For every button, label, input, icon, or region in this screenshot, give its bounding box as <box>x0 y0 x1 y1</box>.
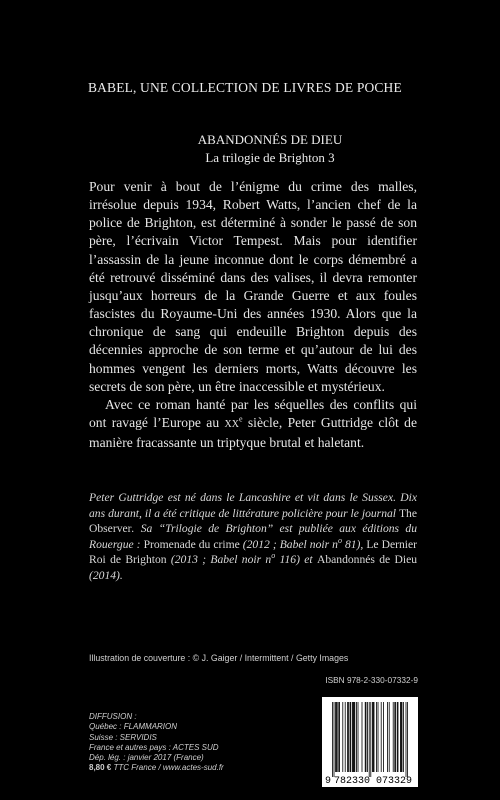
barcode-right-digits: 073329 <box>376 776 412 787</box>
distribution-suisse: Suisse : SERVIDIS <box>89 732 157 742</box>
barcode-bar <box>394 702 395 772</box>
barcode-bar <box>401 702 402 772</box>
price-details: TTC France / www.actes-sud.fr <box>111 763 224 773</box>
barcode-bar <box>367 702 368 772</box>
barcode-bar <box>352 702 353 772</box>
barcode-bar <box>378 702 379 772</box>
ean-barcode <box>322 697 418 787</box>
barcode-bar <box>381 702 382 772</box>
barcode-bar <box>353 702 354 772</box>
barcode-bar <box>374 702 375 772</box>
barcode-bar <box>387 702 388 772</box>
synopsis <box>89 178 417 452</box>
barcode-bar <box>365 702 366 772</box>
author-bio <box>89 490 417 584</box>
distribution-heading: DIFFUSION : <box>89 712 137 721</box>
price: 8,80 € <box>89 763 112 773</box>
synopsis-paragraph-2 <box>89 396 417 452</box>
barcode-bar <box>354 702 355 772</box>
barcode-bar <box>345 702 346 772</box>
barcode-left-digits: 782330 <box>334 776 370 787</box>
barcode-bar <box>402 702 403 772</box>
barcode-bar <box>356 702 357 772</box>
barcode-bar <box>376 702 377 772</box>
barcode-bar <box>373 702 374 772</box>
distribution-quebec: Québec : FLAMMARION <box>89 722 178 732</box>
barcode-first-digit: 9 <box>325 776 332 787</box>
barcode-bar <box>338 702 339 772</box>
legal-deposit: Dép. lég. : janvier 2017 (France) <box>89 753 204 763</box>
barcode-bar <box>347 702 348 772</box>
century-numeral: XX <box>224 419 239 431</box>
barcode-bar <box>393 702 394 772</box>
distribution-france: France et autres pays : ACTES SUD <box>89 742 219 752</box>
barcode-bar <box>370 702 371 777</box>
barcode-bar <box>342 702 343 772</box>
barcode-bar <box>337 702 338 772</box>
barcode-graphic <box>322 697 418 787</box>
barcode-bar <box>348 702 349 772</box>
barcode-bar <box>350 702 351 772</box>
barcode-bar <box>400 702 401 772</box>
barcode-bar <box>339 702 340 772</box>
synopsis-p2-end: siècle, Peter Guttridge clôt de manière fracassante un triptyque brutal et haletant. <box>89 415 417 451</box>
barcode-bar <box>366 702 367 772</box>
synopsis-p2-start: Avec ce roman hanté par les séquelles des conflits qui ont ravagé l’Europe au <box>89 396 417 431</box>
barcode-bar <box>369 702 370 777</box>
isbn-number: ISBN 978-2-330-07332-9 <box>325 675 418 685</box>
synopsis-paragraph-1: Pour venir à bout de l’énigme du crime des malles, irrésolue depuis 1934, Robert Watts, l’ancien chef de la police de Brighton, est déterminé à sonder le passé de son père, l’écrivain Victor Tempest. Mais pour identifier l’assassin de la jeune inconnue dont le corps démembré a été retrouvé disséminé dans des valises, il devra remonter jusqu’aux horreurs de la Grande Guerre et aux foules fascistes du Royaume-Uni des années 1930. Alors que la chronique de sang qui endeuille Brighton depuis des décennies approche de son terme et qu’autour de lui des hommes vengent les derniers morts, Watts découvre les secrets de son père, un être inaccessible et mystérieux. <box>89 179 417 394</box>
barcode-bar <box>334 702 335 777</box>
distribution-info <box>89 712 224 774</box>
price-line <box>89 763 224 773</box>
book-title: ABANDONNÉS DE DIEU <box>197 132 343 147</box>
barcode-bar <box>406 702 407 777</box>
barcode-bar <box>335 702 336 772</box>
cover-illustration-credit: Illustration de couverture : © J. Gaiger / Intermittent / Getty Images <box>89 653 349 663</box>
barcode-bar <box>336 702 337 772</box>
barcode-bar <box>332 702 333 777</box>
barcode-bar <box>397 702 398 772</box>
barcode-bar <box>398 702 399 772</box>
barcode-bar <box>354 702 355 772</box>
barcode-bar <box>362 702 363 772</box>
author-bio-text: Peter Guttridge est né dans le Lancashire et vit dans le Sussex. Dix ans durant, il a été critique de littérature policière pour le journal The Observer. Sa “Trilogie de Brighton” est publiée aux éditions du Rouergue : Promenade du crime (2012 ; Babel noir $n^o$ 81), Le Dernier Roi de Brighton (2013 ; Babel noir $n^o$ 116) et Abandonnés de Dieu (2014). <box>89 491 418 582</box>
barcode-bar <box>407 702 408 777</box>
barcode-bar <box>395 702 396 772</box>
collection-heading: BABEL, UNE COLLECTION DE LIVRES DE POCHE <box>88 80 402 95</box>
barcode-bar <box>403 702 404 772</box>
barcode-bar <box>389 702 390 772</box>
barcode-bar <box>358 702 359 772</box>
barcode-bar <box>350 702 351 772</box>
century-suffix: e <box>238 414 243 424</box>
book-subtitle: La trilogie de Brighton 3 <box>205 150 335 165</box>
barcode-bar <box>383 702 384 772</box>
barcode-bar <box>372 702 373 772</box>
